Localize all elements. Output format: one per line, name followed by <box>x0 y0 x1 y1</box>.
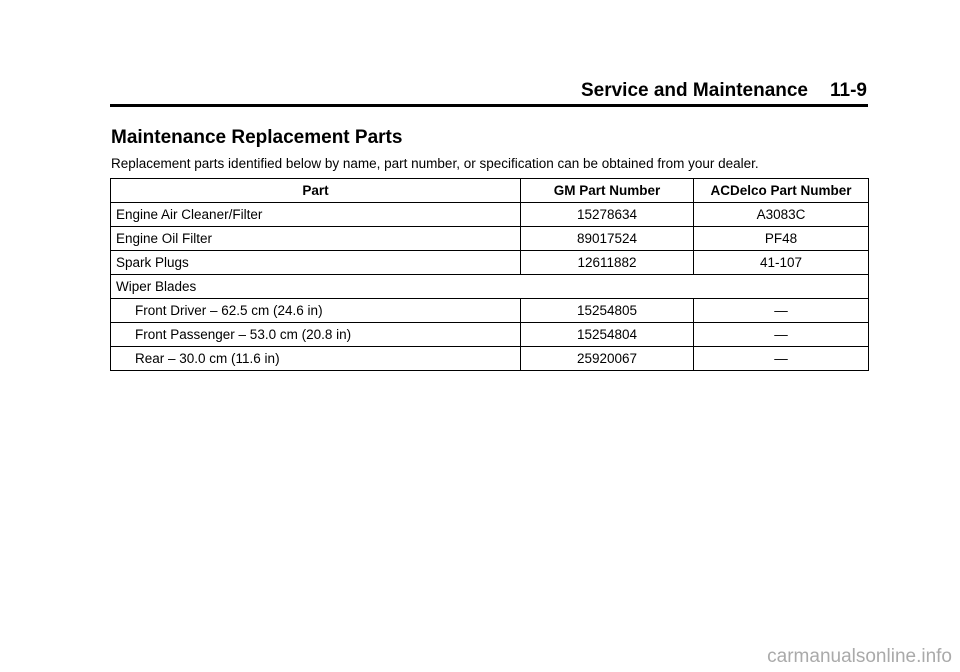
table-row <box>111 251 869 275</box>
intro-paragraph: Replacement parts identified below by name, part number, or specification can be obtained from your dealer. <box>111 156 759 171</box>
gm-part-number: 15254804 <box>521 323 694 347</box>
acdelco-part-number: 41-107 <box>694 251 869 275</box>
acdelco-part-number: A3083C <box>694 203 869 227</box>
table-row <box>111 227 869 251</box>
part-name: Spark Plugs <box>111 251 521 275</box>
gm-part-number: 89017524 <box>521 227 694 251</box>
gm-part-number: 15278634 <box>521 203 694 227</box>
column-header-acdelco-part-number: ACDelco Part Number <box>694 179 869 203</box>
replacement-parts-table <box>110 178 869 371</box>
gm-part-number: 25920067 <box>521 347 694 371</box>
part-name: Front Passenger – 53.0 cm (20.8 in) <box>111 323 521 347</box>
header-rule <box>110 104 868 107</box>
table-row <box>111 203 869 227</box>
group-label-wiper-blades: Wiper Blades <box>111 275 869 299</box>
gm-part-number: 12611882 <box>521 251 694 275</box>
acdelco-part-number: — <box>694 299 869 323</box>
acdelco-part-number: — <box>694 347 869 371</box>
acdelco-part-number: PF48 <box>694 227 869 251</box>
table-group-row <box>111 275 869 299</box>
part-name: Engine Oil Filter <box>111 227 521 251</box>
table-row <box>111 323 869 347</box>
column-header-gm-part-number: GM Part Number <box>521 179 694 203</box>
page-number: 11-9 <box>830 80 867 101</box>
part-name: Engine Air Cleaner/Filter <box>111 203 521 227</box>
chapter-title: Service and Maintenance <box>580 80 809 101</box>
section-title: Maintenance Replacement Parts <box>111 127 403 148</box>
footer-watermark: carmanualsonline.info <box>767 646 952 667</box>
table-header-row <box>111 179 869 203</box>
running-header <box>581 80 867 102</box>
table-row <box>111 299 869 323</box>
part-name: Rear – 30.0 cm (11.6 in) <box>111 347 521 371</box>
part-name: Front Driver – 62.5 cm (24.6 in) <box>111 299 521 323</box>
acdelco-part-number: — <box>694 323 869 347</box>
table-row <box>111 347 869 371</box>
gm-part-number: 15254805 <box>521 299 694 323</box>
column-header-part: Part <box>111 179 521 203</box>
